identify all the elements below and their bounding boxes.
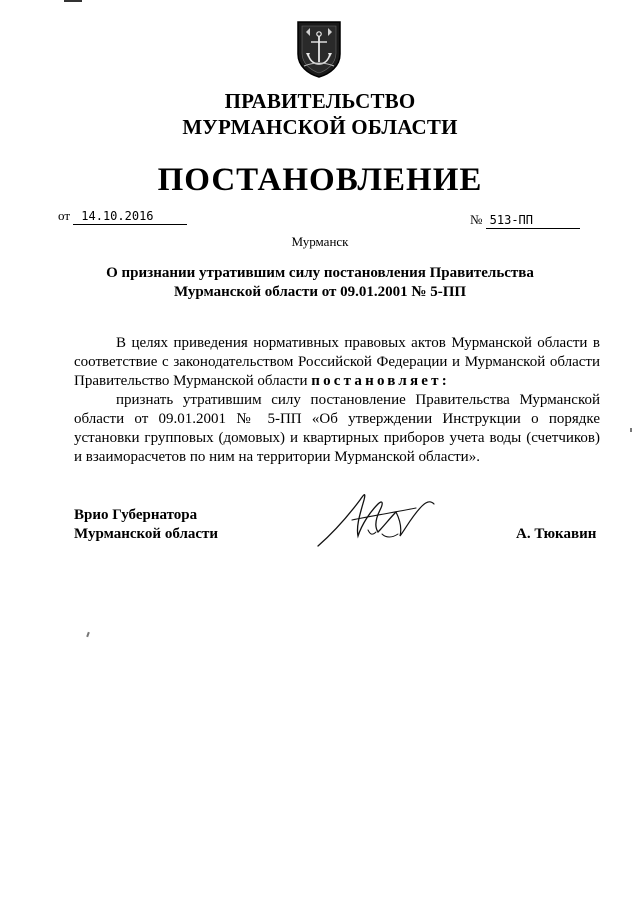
number-prefix: №: [470, 212, 483, 227]
date-prefix: от: [58, 208, 71, 223]
number-field: [470, 212, 580, 229]
signatory-title-line-2: Мурманской области: [74, 526, 219, 542]
document-subject: [0, 264, 640, 302]
number-value: 513-ПП: [486, 212, 580, 229]
signatory-title-line-1: Врио Губернатора: [74, 507, 198, 523]
subject-line-1: О признании утратившим силу постановления Правительства: [106, 265, 534, 281]
signatory-name: А. Тюкавин: [516, 526, 597, 542]
body-paragraph-1: [74, 334, 600, 391]
scan-speck: [86, 632, 90, 637]
signatory-title: [74, 506, 218, 544]
resolution-keyword: постановляет:: [311, 373, 450, 389]
document-body: [74, 334, 600, 467]
body-paragraph-2: признать утратившим силу постановление Правительства Мурманской области от 09.01.2001 № 5-ПП «Об утверждении Инструкции о порядке установки групповых (домовых) и квартирных приборов учета воды (счетчиков) и взаиморасчетов по ним на территории Мурманской области».: [74, 392, 600, 465]
coat-of-arms-icon: [296, 20, 342, 78]
org-line-1: ПРАВИТЕЛЬСТВО: [224, 89, 416, 113]
handwritten-signature: [312, 486, 452, 552]
city: Мурманск: [291, 234, 349, 249]
organization-title: [0, 88, 640, 140]
date-field: [58, 208, 187, 225]
scan-speck: [630, 428, 632, 432]
date-value: 14.10.2016: [73, 208, 187, 225]
org-line-2: МУРМАНСКОЙ ОБЛАСТИ: [182, 115, 458, 139]
scan-mark: [64, 0, 82, 2]
subject-line-2: Мурманской области от 09.01.2001 № 5-ПП: [173, 284, 467, 300]
document-type: ПОСТАНОВЛЕНИЕ: [157, 162, 483, 198]
para1-text: В целях приведения нормативных правовых актов Мурманской области в соответствие с законодательством Российской Федерации и Мурманской области Правительство Мурманской области: [74, 335, 600, 389]
